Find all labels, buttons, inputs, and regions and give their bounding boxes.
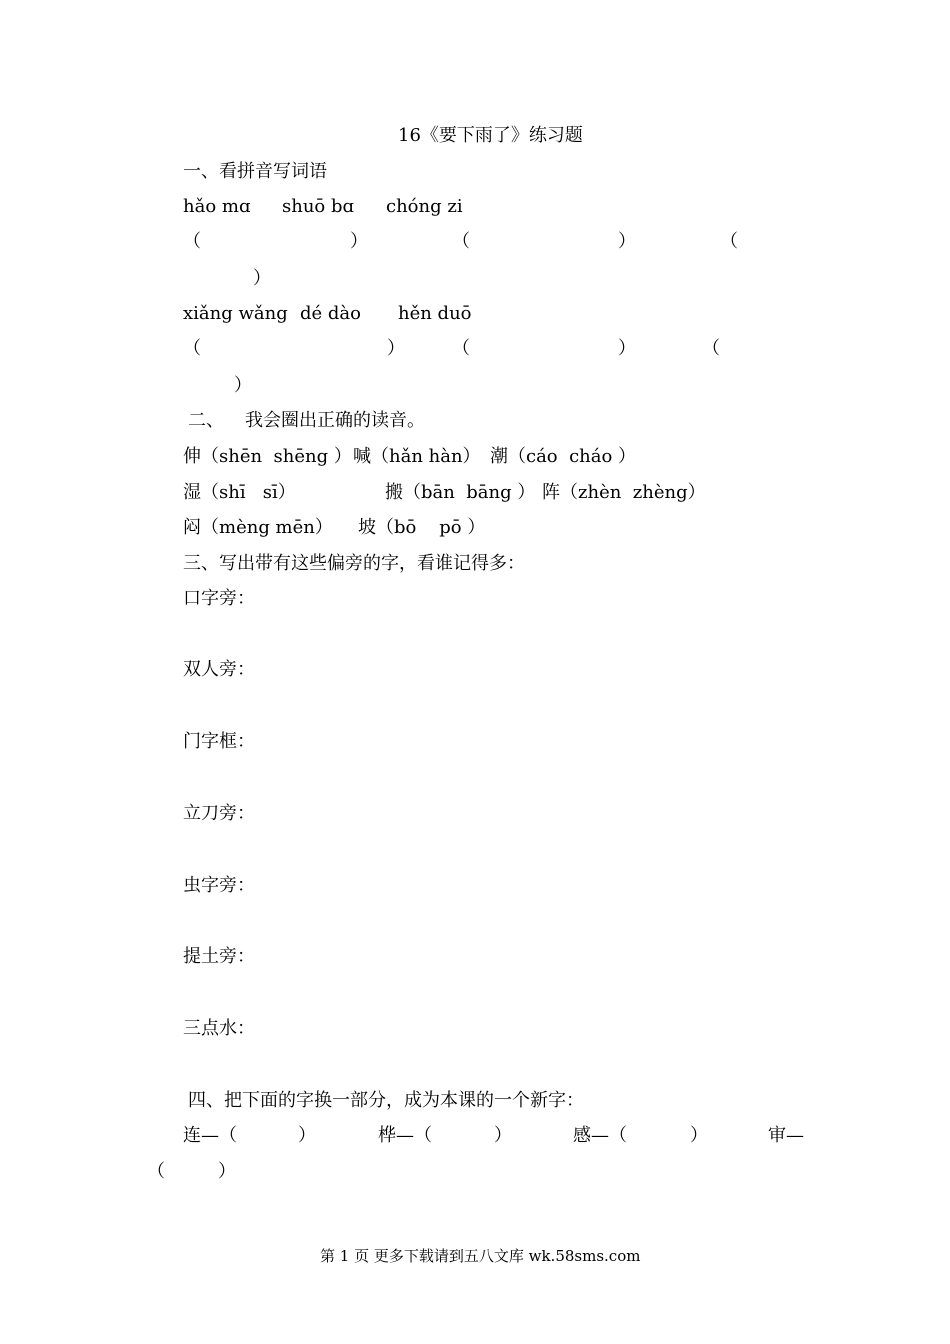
page-title: 16《要下雨了》练习题 xyxy=(398,125,583,146)
section2-heading-text: 我会圈出正确的读音。 xyxy=(245,410,425,431)
answer-paren-open: （ xyxy=(183,231,201,252)
section1-heading: 一、看拼音写词语 xyxy=(183,161,327,182)
reading-item: 搬（bān bāng ） xyxy=(385,482,536,503)
char-swap-close: ） xyxy=(494,1125,512,1146)
answer-paren-close: ） xyxy=(618,231,636,252)
reading-item: 闷（mèng mēn） xyxy=(183,517,333,538)
radical-label: 虫字旁： xyxy=(183,875,255,896)
pinyin-2-2: dé dào xyxy=(300,303,361,324)
char-swap-item: 桦—（ xyxy=(378,1125,432,1146)
pinyin-2-3: hěn duō xyxy=(398,303,472,324)
reading-item: 阵（zhèn zhèng） xyxy=(542,482,706,503)
radical-label: 三点水： xyxy=(183,1018,255,1039)
answer-paren-open: （ xyxy=(452,231,470,252)
reading-item: 伸（shēn shēng ） xyxy=(183,446,352,467)
char-swap-item: 连—（ xyxy=(183,1125,237,1146)
pinyin-2-1: xiǎng wǎng xyxy=(183,303,288,324)
char-swap-close: ） xyxy=(690,1125,708,1146)
radical-label: 口字旁： xyxy=(183,588,255,609)
page-footer: 第 1 页 更多下载请到五八文库 wk.58sms.com xyxy=(320,1247,641,1265)
char-swap-item: 审— xyxy=(768,1125,804,1146)
char-swap-wrap-open: （ xyxy=(147,1161,165,1182)
answer-paren-open: （ xyxy=(183,338,201,359)
pinyin-1-1: hǎo mɑ xyxy=(183,196,251,217)
section3-heading: 三、写出带有这些偏旁的字，看谁记得多： xyxy=(183,553,525,574)
section2-heading-num: 二、 xyxy=(188,410,224,431)
radical-label: 提土旁： xyxy=(183,946,255,967)
answer-paren-close: ） xyxy=(387,338,405,359)
pinyin-1-3: chóng zi xyxy=(386,196,463,217)
char-swap-close: ） xyxy=(298,1125,316,1146)
answer-paren-close: ） xyxy=(253,268,271,289)
reading-item: 潮（cáo cháo ） xyxy=(490,446,637,467)
char-swap-wrap-close: ） xyxy=(218,1161,236,1182)
radical-label: 门字框： xyxy=(183,731,255,752)
answer-paren-open: （ xyxy=(720,231,738,252)
radical-label: 立刀旁： xyxy=(183,803,255,824)
section4-heading: 四、把下面的字换一部分，成为本课的一个新字： xyxy=(188,1090,584,1111)
answer-paren-close: ） xyxy=(618,338,636,359)
radical-label: 双人旁： xyxy=(183,659,255,680)
answer-paren-close: ） xyxy=(234,375,252,396)
answer-paren-open: （ xyxy=(452,338,470,359)
answer-paren-open: （ xyxy=(702,338,720,359)
pinyin-1-2: shuō bɑ xyxy=(282,196,355,217)
answer-paren-close: ） xyxy=(350,231,368,252)
char-swap-item: 感—（ xyxy=(573,1125,627,1146)
reading-item: 喊（hǎn hàn） xyxy=(353,446,481,467)
reading-item: 坡（bō pō ） xyxy=(358,517,486,538)
reading-item: 湿（shī sī） xyxy=(183,482,296,503)
